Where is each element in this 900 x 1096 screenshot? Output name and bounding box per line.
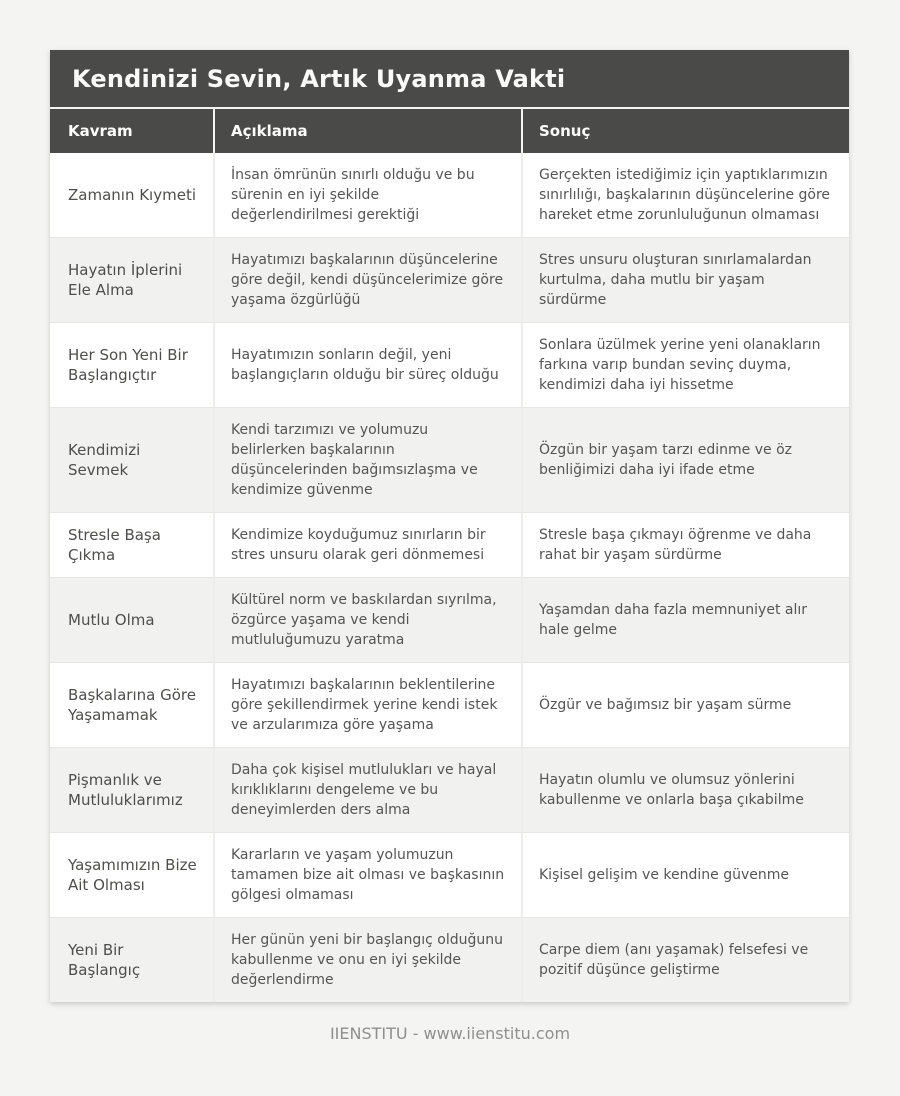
cell-kavram: Her Son Yeni Bir Başlangıçtır (50, 323, 214, 408)
cell-kavram: Mutlu Olma (50, 578, 214, 663)
cell-sonuc: Stres unsuru oluşturan sınırlamalardan kurtulma, daha mutlu bir yaşam sürdürme (522, 238, 849, 323)
cell-sonuc: Özgün bir yaşam tarzı edinme ve öz benliğimizi daha iyi ifade etme (522, 408, 849, 513)
cell-sonuc: Kişisel gelişim ve kendine güvenme (522, 833, 849, 918)
cell-kavram: Kendimizi Sevmek (50, 408, 214, 513)
cell-kavram: Stresle Başa Çıkma (50, 513, 214, 578)
page-title: Kendinizi Sevin, Artık Uyanma Vakti (50, 50, 849, 109)
cell-kavram: Yaşamımızın Bize Ait Olması (50, 833, 214, 918)
table-row (50, 918, 849, 1003)
cell-aciklama: İnsan ömrünün sınırlı olduğu ve bu sürenin en iyi şekilde değerlendirilmesi gerektiği (214, 153, 522, 238)
cell-sonuc: Özgür ve bağımsız bir yaşam sürme (522, 663, 849, 748)
table-body (50, 153, 849, 1002)
concept-table (50, 109, 849, 1002)
cell-kavram: Pişmanlık ve Mutluluklarımız (50, 748, 214, 833)
cell-aciklama: Kararların ve yaşam yolumuzun tamamen bize ait olması ve başkasının gölgesi olmaması (214, 833, 522, 918)
cell-aciklama: Kültürel norm ve baskılardan sıyrılma, özgürce yaşama ve kendi mutluluğumuzu yaratma (214, 578, 522, 663)
column-header-aciklama: Açıklama (214, 109, 522, 153)
table-row (50, 408, 849, 513)
cell-aciklama: Daha çok kişisel mutlulukları ve hayal kırıklıklarını dengeleme ve bu deneyimlerden ders alma (214, 748, 522, 833)
cell-kavram: Hayatın İplerini Ele Alma (50, 238, 214, 323)
cell-aciklama: Hayatımızın sonların değil, yeni başlangıçların olduğu bir süreç olduğu (214, 323, 522, 408)
cell-aciklama: Kendi tarzımızı ve yolumuzu belirlerken başkalarının düşüncelerinden bağımsızlaşma ve kendimize güvenme (214, 408, 522, 513)
cell-kavram: Zamanın Kıymeti (50, 153, 214, 238)
table-row (50, 663, 849, 748)
cell-kavram: Yeni Bir Başlangıç (50, 918, 214, 1003)
table-row (50, 748, 849, 833)
cell-sonuc: Carpe diem (anı yaşamak) felsefesi ve pozitif düşünce geliştirme (522, 918, 849, 1003)
cell-sonuc: Hayatın olumlu ve olumsuz yönlerini kabullenme ve onlarla başa çıkabilme (522, 748, 849, 833)
cell-aciklama: Her günün yeni bir başlangıç olduğunu kabullenme ve onu en iyi şekilde değerlendirme (214, 918, 522, 1003)
infographic-card (50, 50, 849, 1002)
table-header-row (50, 109, 849, 153)
cell-aciklama: Hayatımızı başkalarının beklentilerine göre şekillendirmek yerine kendi istek ve arzularımıza göre yaşama (214, 663, 522, 748)
cell-aciklama: Kendimize koyduğumuz sınırların bir stres unsuru olarak geri dönmemesi (214, 513, 522, 578)
footer-credit: IIENSTITU - www.iienstitu.com (329, 1024, 571, 1043)
table-row (50, 323, 849, 408)
table-row (50, 513, 849, 578)
table-row (50, 153, 849, 238)
cell-sonuc: Stresle başa çıkmayı öğrenme ve daha rahat bir yaşam sürdürme (522, 513, 849, 578)
table-row (50, 578, 849, 663)
column-header-kavram: Kavram (50, 109, 214, 153)
cell-sonuc: Sonlara üzülmek yerine yeni olanakların farkına varıp bundan sevinç duyma, kendimizi daha iyi hissetme (522, 323, 849, 408)
table-row (50, 833, 849, 918)
column-header-sonuc: Sonuç (522, 109, 849, 153)
cell-sonuc: Yaşamdan daha fazla memnuniyet alır hale gelme (522, 578, 849, 663)
cell-sonuc: Gerçekten istediğimiz için yaptıklarımızın sınırlılığı, başkalarının düşüncelerine göre hareket etme zorunluluğunun olmaması (522, 153, 849, 238)
cell-kavram: Başkalarına Göre Yaşamamak (50, 663, 214, 748)
table-row (50, 238, 849, 323)
cell-aciklama: Hayatımızı başkalarının düşüncelerine göre değil, kendi düşüncelerimize göre yaşama özgürlüğü (214, 238, 522, 323)
